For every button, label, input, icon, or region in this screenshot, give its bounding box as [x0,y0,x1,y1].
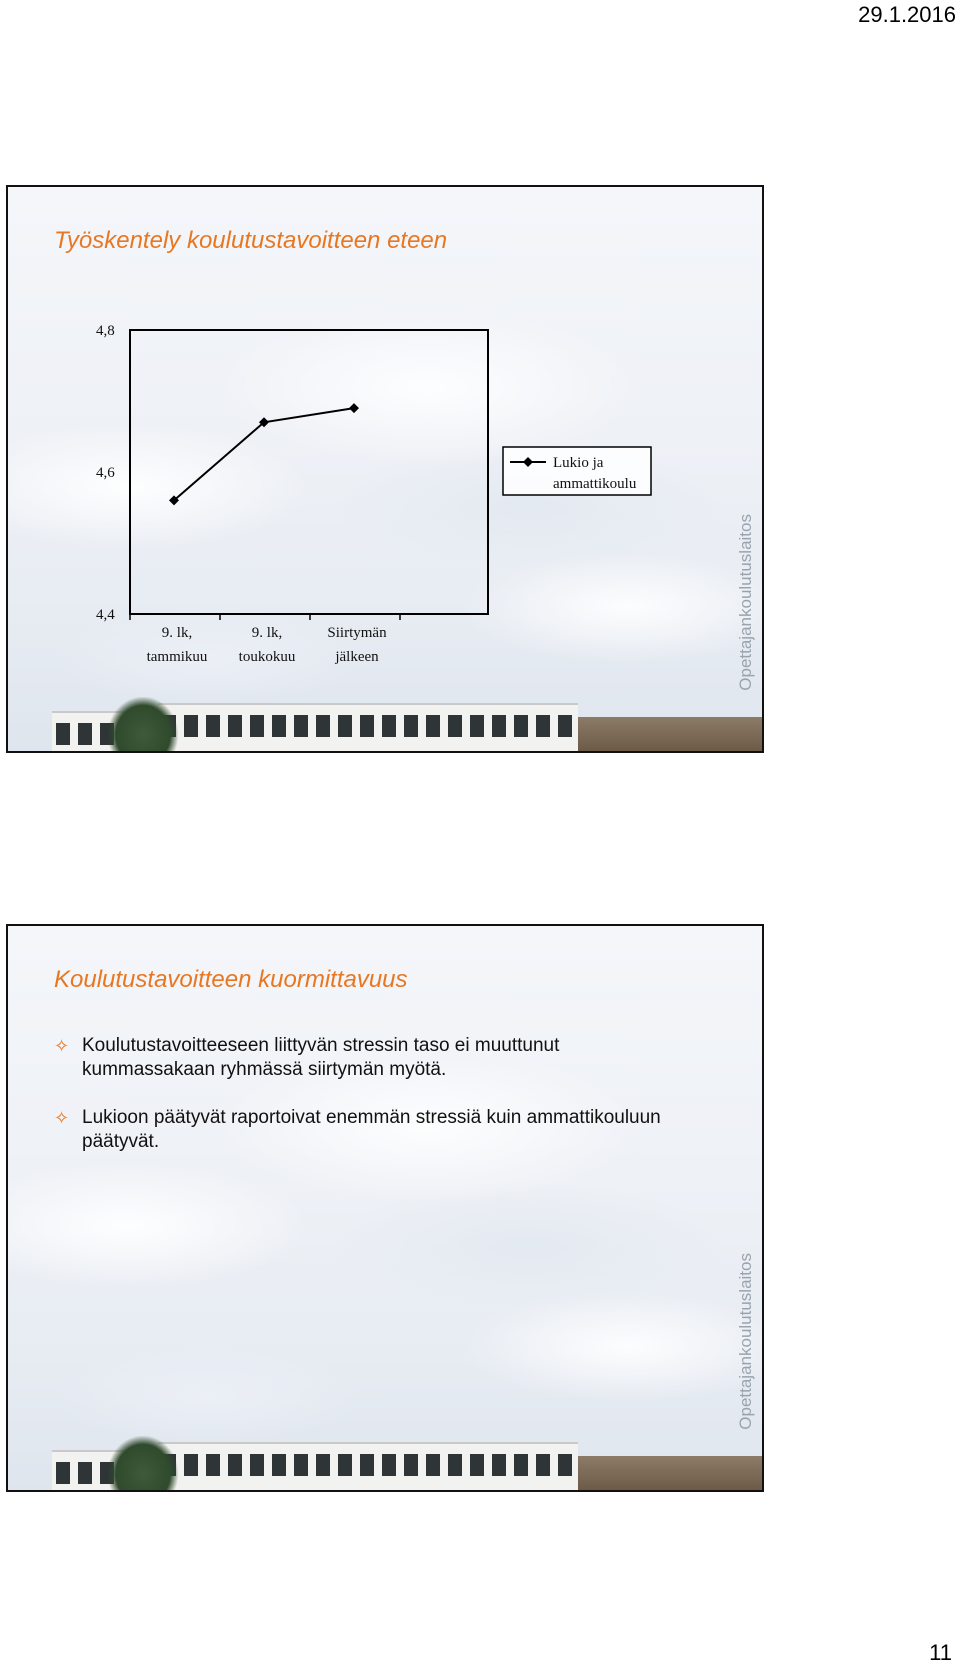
x-tick-label: 9. lk, [251,625,283,641]
diamond-star-icon: ✧ [54,1108,70,1128]
page-number: 11 [929,1640,952,1665]
y-tick-label: 4,6 [96,465,115,481]
x-tick-label: tammikuu [146,649,208,665]
x-tick-label: 9. lk, [161,625,193,641]
slide-2 [6,924,764,1492]
slide-1 [6,185,764,753]
legend-label: ammattikoulu [553,476,637,492]
x-tick-label: toukokuu [238,649,296,665]
data-point-marker [349,403,359,413]
diamond-star-icon: ✧ [54,1036,70,1056]
building-photo-strip [8,1438,762,1490]
bullet-list [54,1034,694,1178]
slide-1-side-text: Opettajankoulutuslaitos [736,514,755,691]
plot-area-frame [130,330,488,614]
page-date: 29.1.2016 [858,2,956,27]
y-tick-label: 4,4 [96,607,115,623]
slide-1-title: Työskentely koulutustavoitteen eteen [54,227,448,254]
x-tick-label: jälkeen [335,649,379,665]
legend-label: Lukio ja [553,455,604,471]
bullet-text: Lukioon päätyvät raportoivat enemmän stressiä kuin ammattikouluun päätyvät. [82,1107,661,1152]
bullet-item [54,1106,694,1154]
line-chart [8,187,764,753]
x-tick-label: Siirtymän [327,625,387,641]
slide-2-title: Koulutustavoitteen kuormittavuus [54,966,408,993]
bullet-item [54,1034,694,1082]
building-photo-strip [8,699,762,751]
y-tick-label: 4,8 [96,323,115,339]
slide-2-side-text: Opettajankoulutuslaitos [736,1253,755,1430]
bullet-text: Koulutustavoitteeseen liittyvän stressin taso ei muuttunut kummassakaan ryhmässä siirtymän myötä. [82,1035,560,1080]
